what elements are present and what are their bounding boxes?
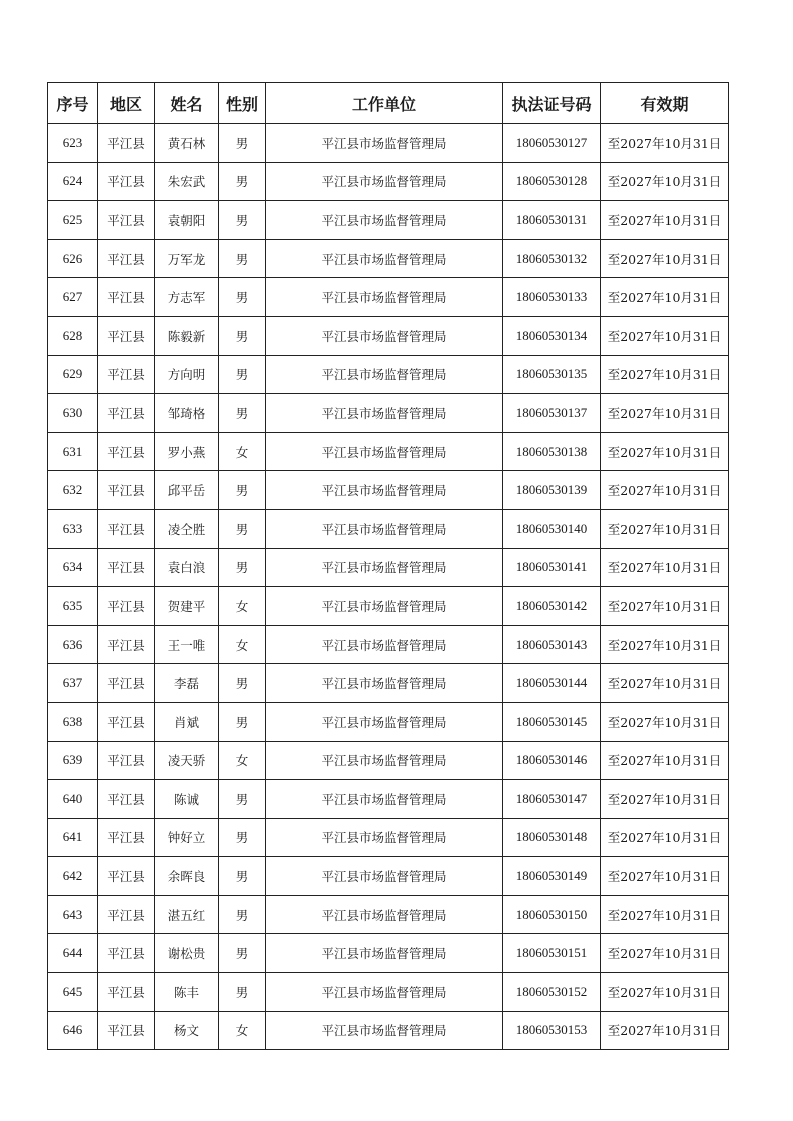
cell-index: 633	[48, 509, 98, 548]
cell-name: 邱平岳	[155, 471, 219, 510]
cell-valid-until: 至2027年10月31日	[601, 1011, 729, 1050]
cell-unit: 平江县市场监督管理局	[266, 509, 503, 548]
table-row	[48, 239, 729, 278]
cell-index: 644	[48, 934, 98, 973]
cell-region: 平江县	[98, 124, 155, 163]
cell-index: 639	[48, 741, 98, 780]
table-row	[48, 471, 729, 510]
header-license-number: 执法证号码	[503, 83, 601, 124]
header-index: 序号	[48, 83, 98, 124]
header-region: 地区	[98, 83, 155, 124]
cell-license-number: 18060530142	[503, 587, 601, 626]
table-row	[48, 664, 729, 703]
cell-gender: 男	[219, 124, 266, 163]
cell-gender: 男	[219, 857, 266, 896]
cell-region: 平江县	[98, 278, 155, 317]
header-name: 姓名	[155, 83, 219, 124]
cell-gender: 女	[219, 587, 266, 626]
cell-region: 平江县	[98, 934, 155, 973]
cell-index: 646	[48, 1011, 98, 1050]
cell-unit: 平江县市场监督管理局	[266, 625, 503, 664]
cell-region: 平江县	[98, 857, 155, 896]
cell-index: 637	[48, 664, 98, 703]
cell-region: 平江县	[98, 587, 155, 626]
cell-name: 凌天骄	[155, 741, 219, 780]
cell-license-number: 18060530140	[503, 509, 601, 548]
cell-unit: 平江县市场监督管理局	[266, 1011, 503, 1050]
cell-license-number: 18060530143	[503, 625, 601, 664]
cell-valid-until: 至2027年10月31日	[601, 201, 729, 240]
cell-region: 平江县	[98, 548, 155, 587]
cell-license-number: 18060530153	[503, 1011, 601, 1050]
cell-name: 黄石林	[155, 124, 219, 163]
cell-name: 肖斌	[155, 702, 219, 741]
cell-unit: 平江县市场监督管理局	[266, 741, 503, 780]
cell-unit: 平江县市场监督管理局	[266, 857, 503, 896]
cell-valid-until: 至2027年10月31日	[601, 509, 729, 548]
cell-gender: 男	[219, 895, 266, 934]
cell-index: 628	[48, 316, 98, 355]
table-row	[48, 934, 729, 973]
table-row	[48, 509, 729, 548]
cell-index: 643	[48, 895, 98, 934]
cell-region: 平江县	[98, 780, 155, 819]
cell-index: 632	[48, 471, 98, 510]
cell-name: 袁朝阳	[155, 201, 219, 240]
cell-gender: 男	[219, 471, 266, 510]
cell-unit: 平江县市场监督管理局	[266, 934, 503, 973]
cell-license-number: 18060530137	[503, 394, 601, 433]
cell-index: 623	[48, 124, 98, 163]
cell-name: 方向明	[155, 355, 219, 394]
cell-index: 642	[48, 857, 98, 896]
cell-name: 杨文	[155, 1011, 219, 1050]
cell-index: 635	[48, 587, 98, 626]
enforcement-table	[47, 82, 729, 1050]
cell-gender: 男	[219, 664, 266, 703]
cell-index: 641	[48, 818, 98, 857]
cell-index: 626	[48, 239, 98, 278]
cell-index: 627	[48, 278, 98, 317]
cell-unit: 平江县市场监督管理局	[266, 587, 503, 626]
cell-license-number: 18060530127	[503, 124, 601, 163]
cell-gender: 男	[219, 355, 266, 394]
cell-valid-until: 至2027年10月31日	[601, 857, 729, 896]
cell-valid-until: 至2027年10月31日	[601, 895, 729, 934]
cell-unit: 平江县市场监督管理局	[266, 124, 503, 163]
cell-gender: 男	[219, 394, 266, 433]
cell-index: 631	[48, 432, 98, 471]
cell-valid-until: 至2027年10月31日	[601, 278, 729, 317]
table-row	[48, 548, 729, 587]
header-valid-until: 有效期	[601, 83, 729, 124]
cell-gender: 男	[219, 201, 266, 240]
table-row	[48, 432, 729, 471]
cell-region: 平江县	[98, 664, 155, 703]
table-row	[48, 316, 729, 355]
cell-unit: 平江县市场监督管理局	[266, 471, 503, 510]
cell-valid-until: 至2027年10月31日	[601, 432, 729, 471]
cell-unit: 平江县市场监督管理局	[266, 664, 503, 703]
cell-gender: 男	[219, 162, 266, 201]
cell-name: 钟好立	[155, 818, 219, 857]
cell-name: 余晖良	[155, 857, 219, 896]
cell-valid-until: 至2027年10月31日	[601, 124, 729, 163]
cell-gender: 男	[219, 818, 266, 857]
cell-license-number: 18060530151	[503, 934, 601, 973]
cell-valid-until: 至2027年10月31日	[601, 587, 729, 626]
cell-license-number: 18060530145	[503, 702, 601, 741]
cell-region: 平江县	[98, 316, 155, 355]
cell-license-number: 18060530147	[503, 780, 601, 819]
cell-valid-until: 至2027年10月31日	[601, 780, 729, 819]
cell-gender: 女	[219, 625, 266, 664]
cell-unit: 平江县市场监督管理局	[266, 973, 503, 1012]
cell-index: 636	[48, 625, 98, 664]
cell-region: 平江县	[98, 895, 155, 934]
cell-unit: 平江县市场监督管理局	[266, 818, 503, 857]
cell-license-number: 18060530149	[503, 857, 601, 896]
cell-gender: 男	[219, 316, 266, 355]
table-row	[48, 278, 729, 317]
header-unit: 工作单位	[266, 83, 503, 124]
table-row	[48, 587, 729, 626]
cell-index: 640	[48, 780, 98, 819]
cell-gender: 男	[219, 239, 266, 278]
cell-license-number: 18060530144	[503, 664, 601, 703]
cell-valid-until: 至2027年10月31日	[601, 162, 729, 201]
cell-gender: 女	[219, 432, 266, 471]
cell-gender: 男	[219, 973, 266, 1012]
cell-gender: 男	[219, 702, 266, 741]
table-header-row	[48, 83, 729, 124]
cell-name: 湛五红	[155, 895, 219, 934]
cell-license-number: 18060530133	[503, 278, 601, 317]
cell-license-number: 18060530150	[503, 895, 601, 934]
cell-gender: 女	[219, 741, 266, 780]
document-sheet	[47, 82, 728, 1050]
cell-name: 陈丰	[155, 973, 219, 1012]
cell-index: 624	[48, 162, 98, 201]
cell-license-number: 18060530132	[503, 239, 601, 278]
table-row	[48, 973, 729, 1012]
cell-name: 罗小燕	[155, 432, 219, 471]
cell-region: 平江县	[98, 471, 155, 510]
table-row	[48, 162, 729, 201]
cell-name: 方志军	[155, 278, 219, 317]
cell-region: 平江县	[98, 973, 155, 1012]
cell-gender: 男	[219, 780, 266, 819]
cell-region: 平江县	[98, 818, 155, 857]
cell-region: 平江县	[98, 1011, 155, 1050]
cell-index: 645	[48, 973, 98, 1012]
cell-unit: 平江县市场监督管理局	[266, 548, 503, 587]
cell-license-number: 18060530138	[503, 432, 601, 471]
cell-region: 平江县	[98, 702, 155, 741]
cell-license-number: 18060530128	[503, 162, 601, 201]
cell-unit: 平江县市场监督管理局	[266, 316, 503, 355]
cell-license-number: 18060530134	[503, 316, 601, 355]
cell-valid-until: 至2027年10月31日	[601, 239, 729, 278]
cell-gender: 女	[219, 1011, 266, 1050]
table-row	[48, 818, 729, 857]
table-row	[48, 124, 729, 163]
cell-license-number: 18060530146	[503, 741, 601, 780]
cell-name: 李磊	[155, 664, 219, 703]
table-row	[48, 355, 729, 394]
table-row	[48, 741, 729, 780]
cell-region: 平江县	[98, 162, 155, 201]
cell-index: 638	[48, 702, 98, 741]
table-row	[48, 201, 729, 240]
cell-unit: 平江县市场监督管理局	[266, 780, 503, 819]
cell-valid-until: 至2027年10月31日	[601, 548, 729, 587]
cell-region: 平江县	[98, 239, 155, 278]
cell-valid-until: 至2027年10月31日	[601, 818, 729, 857]
cell-index: 625	[48, 201, 98, 240]
cell-gender: 男	[219, 548, 266, 587]
table-body	[48, 124, 729, 1050]
cell-name: 凌仝胜	[155, 509, 219, 548]
cell-valid-until: 至2027年10月31日	[601, 625, 729, 664]
cell-name: 贺建平	[155, 587, 219, 626]
cell-gender: 男	[219, 934, 266, 973]
cell-license-number: 18060530148	[503, 818, 601, 857]
cell-license-number: 18060530131	[503, 201, 601, 240]
cell-valid-until: 至2027年10月31日	[601, 471, 729, 510]
cell-valid-until: 至2027年10月31日	[601, 316, 729, 355]
cell-valid-until: 至2027年10月31日	[601, 973, 729, 1012]
cell-name: 谢松贵	[155, 934, 219, 973]
table-row	[48, 702, 729, 741]
cell-index: 630	[48, 394, 98, 433]
cell-region: 平江县	[98, 625, 155, 664]
table-row	[48, 857, 729, 896]
cell-unit: 平江县市场监督管理局	[266, 432, 503, 471]
header-gender: 性别	[219, 83, 266, 124]
table-row	[48, 625, 729, 664]
cell-region: 平江县	[98, 355, 155, 394]
cell-region: 平江县	[98, 201, 155, 240]
cell-name: 朱宏武	[155, 162, 219, 201]
cell-unit: 平江县市场监督管理局	[266, 239, 503, 278]
cell-index: 634	[48, 548, 98, 587]
cell-region: 平江县	[98, 432, 155, 471]
cell-valid-until: 至2027年10月31日	[601, 355, 729, 394]
cell-name: 万军龙	[155, 239, 219, 278]
cell-unit: 平江县市场监督管理局	[266, 895, 503, 934]
cell-license-number: 18060530152	[503, 973, 601, 1012]
cell-name: 王一唯	[155, 625, 219, 664]
cell-name: 陈诚	[155, 780, 219, 819]
cell-region: 平江县	[98, 741, 155, 780]
cell-valid-until: 至2027年10月31日	[601, 741, 729, 780]
cell-name: 邹琦格	[155, 394, 219, 433]
cell-name: 陈毅新	[155, 316, 219, 355]
cell-region: 平江县	[98, 394, 155, 433]
cell-unit: 平江县市场监督管理局	[266, 162, 503, 201]
cell-gender: 男	[219, 509, 266, 548]
cell-valid-until: 至2027年10月31日	[601, 664, 729, 703]
cell-license-number: 18060530141	[503, 548, 601, 587]
cell-name: 袁白浪	[155, 548, 219, 587]
table-row	[48, 394, 729, 433]
cell-valid-until: 至2027年10月31日	[601, 394, 729, 433]
cell-unit: 平江县市场监督管理局	[266, 201, 503, 240]
cell-gender: 男	[219, 278, 266, 317]
cell-index: 629	[48, 355, 98, 394]
table-row	[48, 1011, 729, 1050]
table-row	[48, 895, 729, 934]
table-row	[48, 780, 729, 819]
cell-valid-until: 至2027年10月31日	[601, 702, 729, 741]
cell-unit: 平江县市场监督管理局	[266, 702, 503, 741]
cell-region: 平江县	[98, 509, 155, 548]
cell-unit: 平江县市场监督管理局	[266, 394, 503, 433]
cell-unit: 平江县市场监督管理局	[266, 278, 503, 317]
cell-unit: 平江县市场监督管理局	[266, 355, 503, 394]
cell-valid-until: 至2027年10月31日	[601, 934, 729, 973]
cell-license-number: 18060530135	[503, 355, 601, 394]
cell-license-number: 18060530139	[503, 471, 601, 510]
